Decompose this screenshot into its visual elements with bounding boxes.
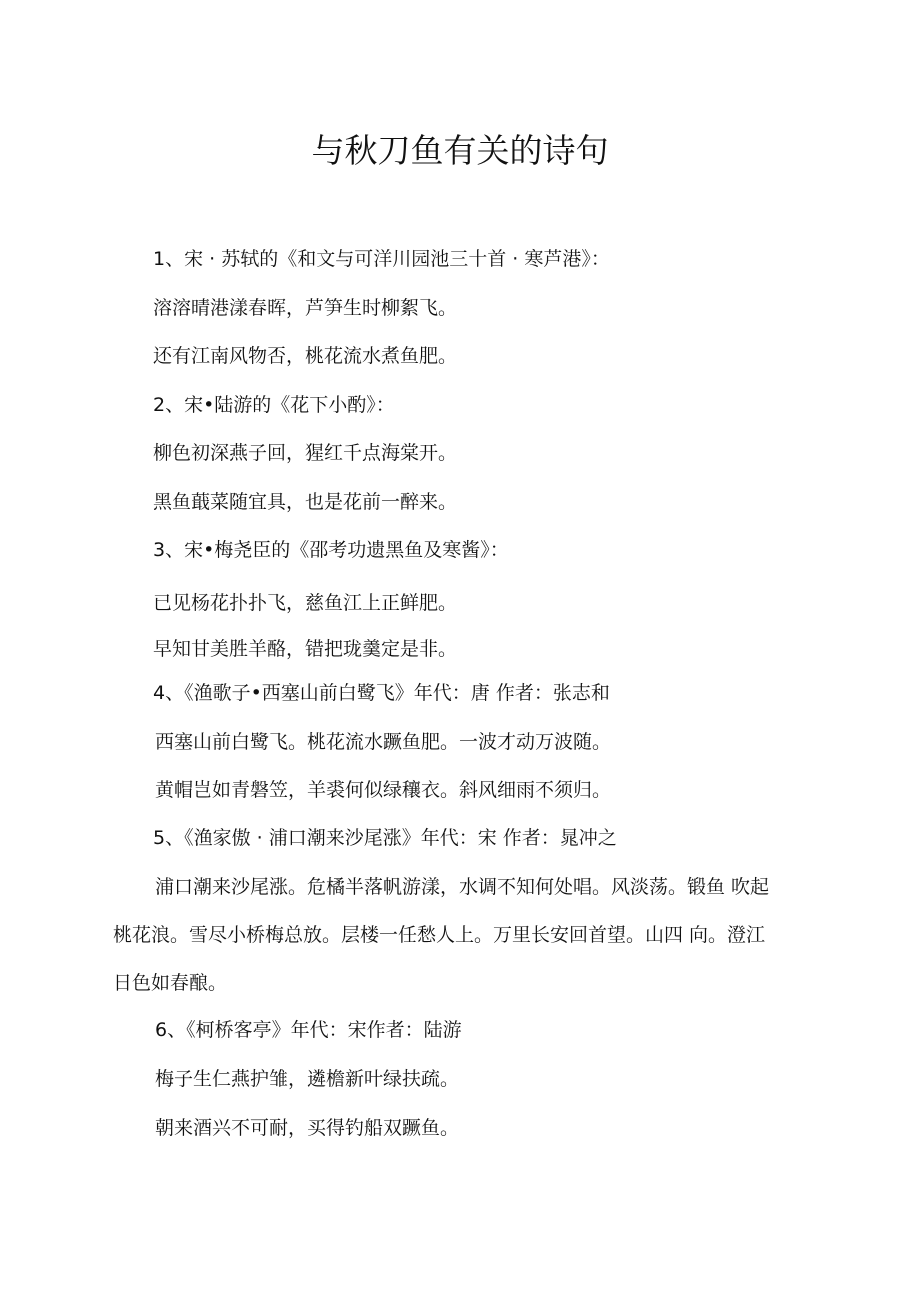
poem-2-heading: 2、宋•陆游的《花下小酌》： [153,394,395,416]
poem-5-heading: 5、《渔家傲 · 浦口潮来沙尾涨》年代：宋 作者：晁冲之 [153,827,617,849]
poem-4-line-2: 黄帽岂如青磐笠，羊裘何似绿穰衣。斜风细雨不须归。 [155,779,612,801]
poem-1-heading: 1、宋 · 苏轼的《和文与可洋川园池三十首 · 寒芦港》： [153,248,610,270]
poem-6-line-1: 梅子生仁燕护雏，遴檐新叶绿扶疏。 [155,1068,460,1090]
poem-4-line-1: 西塞山前白鹭飞。桃花流水蹶鱼肥。一波才动万波随。 [155,731,612,753]
poem-2-line-2: 黑鱼蕺菜随宜具，也是花前一醉来。 [153,491,458,513]
poem-6-line-2: 朝来酒兴不可耐，买得钓船双蹶鱼。 [155,1117,460,1139]
poem-3-line-2: 早知甘美胜羊酪，错把珑羹定是非。 [153,638,458,660]
poem-5-line-2: 桃花浪。雪尽小桥梅总放。层楼一任愁人上。万里长安回首望。山四 向。澄江 [113,924,766,946]
poem-3-heading: 3、宋•梅尧臣的《邵考功遗黑鱼及寒酱》： [153,539,509,561]
poem-5-line-1: 浦口潮来沙尾涨。危橘半落帆游漾，水调不知何处唱。风淡荡。锻鱼 吹起 [155,876,770,898]
poem-1-line-2: 还有江南风物否，桃花流水煮鱼肥。 [153,345,458,367]
poem-1-line-1: 溶溶晴港漾春晖，芦笋生时柳絮飞。 [153,297,458,319]
poem-5-line-3: 日色如春酿。 [113,972,228,994]
poem-3-line-1: 已见杨花扑扑飞，慈鱼江上正鲜肥。 [153,592,458,614]
page-title: 与秋刀鱼有关的诗句 [311,131,609,170]
poem-6-heading: 6、《柯桥客亭》年代：宋作者：陆游 [155,1019,462,1041]
poem-2-line-1: 柳色初深燕子回，猩红千点海棠开。 [153,442,458,464]
poem-4-heading: 4、《渔歌子•西塞山前白鹭飞》年代：唐 作者：张志和 [153,682,610,704]
